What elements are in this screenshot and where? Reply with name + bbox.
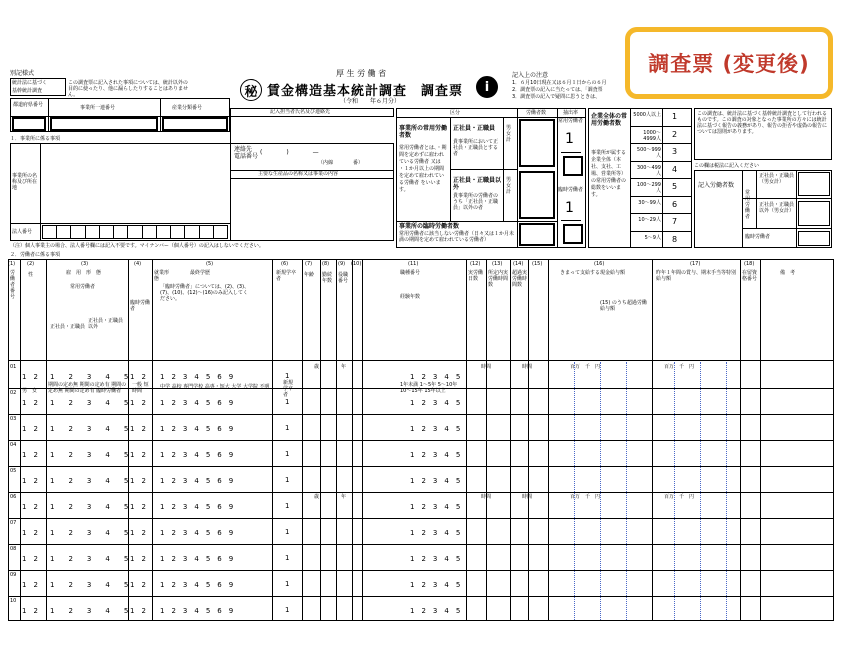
- rate-regular-value: 1: [565, 131, 574, 147]
- education-options[interactable]: 1 2 3 4 5 6 9: [160, 373, 234, 381]
- newgrad-option[interactable]: 1: [285, 606, 290, 614]
- shugyo-options[interactable]: 1 2: [130, 451, 146, 459]
- enterprise-size-code[interactable]: 6: [672, 199, 678, 209]
- experience-options[interactable]: 1 2 3 4 5: [410, 451, 461, 459]
- row1-row1-exp: 1年未満 1〜5年 5〜10年 10〜15年 15年以上: [400, 382, 458, 394]
- column-header-temp: 臨時労働者: [130, 300, 151, 312]
- row-number: 10: [10, 598, 17, 604]
- column-number: (2): [27, 261, 35, 267]
- note-left-1: 統計法に基づく: [12, 80, 48, 86]
- enterprise-size-code[interactable]: 2: [672, 129, 678, 139]
- column-header-newgrad: 新規学卒者: [276, 270, 297, 282]
- experience-options[interactable]: 1 2 3 4 5: [410, 529, 461, 537]
- enterprise-size-label: 30〜99人: [638, 199, 661, 206]
- shugyo-options[interactable]: 1 2: [130, 373, 146, 381]
- row-number: 09: [10, 572, 17, 578]
- enterprise-size-label: 10〜29人: [638, 217, 661, 223]
- employment-options[interactable]: 1 2 3 4 5: [50, 399, 129, 407]
- employment-options[interactable]: 1 2 3 4 5: [50, 555, 129, 563]
- shugyo-options[interactable]: 1 2: [130, 581, 146, 589]
- regular-workers-desc: 常用労働者とは、・期間を定めずに雇われている労働者 又は ・１か月以上の期間を定めて雇われている労働者 をいいます。: [399, 145, 447, 193]
- shugyo-options[interactable]: 1 2: [130, 607, 146, 615]
- newgrad-option[interactable]: 1: [285, 554, 290, 562]
- enterprise-title: 企業全体の常用労働者数: [591, 113, 628, 127]
- industry-code-input[interactable]: [162, 117, 228, 131]
- row-number: 03: [10, 416, 17, 422]
- seiki-count-input[interactable]: [519, 119, 555, 167]
- revised-version-badge: [625, 27, 833, 99]
- column-header-shugyo: 就業形態: [154, 270, 170, 282]
- recorded-temp-label: 臨時労働者: [745, 234, 771, 240]
- note-3: 3．調査票の記入で疑問に思うときは、: [512, 94, 601, 100]
- experience-options[interactable]: 1 2 3 4 5: [410, 503, 461, 511]
- form-title: 賃金構造基本統計調査 調査票: [267, 84, 464, 99]
- education-options[interactable]: 1 2 3 4 5 6 9: [160, 503, 234, 511]
- non-seiki-sub: 貴事業所の労働者のうち「正社員・正職員」以外の者: [453, 193, 499, 211]
- employment-options[interactable]: 1 2 3 4 5: [50, 607, 129, 615]
- row1-row1-shugyo: 一般 短時間: [132, 382, 149, 394]
- hours-unit-2: 時間: [522, 364, 533, 370]
- experience-options[interactable]: 1 2 3 4 5: [410, 555, 461, 563]
- experience-options[interactable]: 1 2 3 4 5: [410, 607, 461, 615]
- non-seiki-count-input[interactable]: [519, 171, 555, 219]
- seiki-label: 正社員・正職員: [453, 125, 496, 132]
- tenure-unit: 年: [341, 364, 347, 370]
- recorded-temp-input[interactable]: [798, 231, 830, 246]
- hours-unit-1: 時間: [481, 364, 492, 370]
- enterprise-size-label: 5〜9人: [644, 234, 661, 241]
- temp-count-input[interactable]: [519, 223, 555, 246]
- education-options[interactable]: 1 2 3 4 5 6 9: [160, 607, 234, 615]
- employment-options[interactable]: 1 2 3 4 5: [50, 529, 129, 537]
- enterprise-size-label: 300〜499人: [636, 164, 661, 177]
- enterprise-desc: 事業所が属する企業全体（本社、支社、工場、営業所等）の常用労働者の総数をいいます。: [591, 150, 627, 198]
- row-number: 04: [10, 442, 17, 448]
- row-number: 06: [10, 494, 17, 500]
- survey-date: （令和 年６月分）: [340, 98, 401, 105]
- row-number: 05: [10, 468, 17, 474]
- sex-options[interactable]: 1 2: [22, 529, 38, 537]
- employment-options[interactable]: 1 2 3 4 5: [50, 581, 129, 589]
- education-options[interactable]: 1 2 3 4 5 6 9: [160, 477, 234, 485]
- rate-temp-value: 1: [565, 200, 574, 216]
- experience-options[interactable]: 1 2 3 4 5: [410, 581, 461, 589]
- column-header-position: 役職番号: [338, 272, 349, 284]
- secret-mark-text: 秘: [244, 84, 258, 100]
- establishment-serial-input[interactable]: [50, 117, 158, 131]
- sex-options[interactable]: 1 2: [22, 503, 38, 511]
- temp-workers-title: 事業所の臨時労働者数: [399, 223, 460, 230]
- hours-unit-1: 時間: [481, 494, 492, 500]
- education-options[interactable]: 1 2 3 4 5 6 9: [160, 399, 234, 407]
- recorded-non-seiki-label: 正社員・正職員以外（男女計）: [759, 202, 795, 214]
- rate-label-regular: 常用労働者: [558, 118, 584, 124]
- row-number: 08: [10, 546, 17, 552]
- column-number: (15): [532, 261, 543, 267]
- column-number: (17): [690, 261, 701, 267]
- category-header: 区分: [450, 110, 461, 116]
- column-number: (16): [594, 261, 605, 267]
- column-number: (18): [744, 261, 755, 267]
- newgrad-option[interactable]: 1: [285, 476, 290, 484]
- regular-workers-title: 事業所の常用労働者数: [399, 125, 448, 139]
- column-header-remarks: 備 考: [780, 270, 796, 276]
- contact-label: 連絡先: [234, 146, 253, 153]
- education-options[interactable]: 1 2 3 4 5 6 9: [160, 555, 234, 563]
- column-number: (5): [206, 261, 214, 267]
- column-number: (4): [134, 261, 142, 267]
- column-header-seiki: 正社員・正職員: [50, 324, 86, 330]
- recorded-seiki-label: 正社員・正職員（男女計）: [759, 173, 795, 185]
- temp-workers-desc: 常用労働者に該当しない労働者（日々又は１か月未満の期間を定めて雇われている労働者）: [399, 231, 515, 243]
- seiki-sex-label: 男女計: [506, 125, 512, 143]
- column-header-hours-sched: 所定内実労働時間数: [488, 270, 509, 288]
- newgrad-option[interactable]: 1: [285, 580, 290, 588]
- column-number: (10): [351, 261, 362, 267]
- employment-options[interactable]: 1 2 3 4 5: [50, 477, 129, 485]
- establishment-footnote: （注）個人事業主の場合、法人番号欄には記入不要です。マイナンバー（個人番号）の記入はしないでください。: [10, 243, 264, 249]
- salary-unit: 百万 千 円: [570, 364, 601, 370]
- column-header-days: 実労働日数: [468, 270, 484, 282]
- newgrad-option[interactable]: 1: [285, 450, 290, 458]
- sex-options[interactable]: 1 2: [22, 451, 38, 459]
- column-header-non-seiki: 正社員・正職員以外: [88, 318, 124, 330]
- newgrad-option[interactable]: 1: [285, 372, 290, 380]
- column-header-regular: 常用労働者: [70, 284, 96, 290]
- product-label: 主要な生産品の名称又は事業の内容: [258, 171, 339, 177]
- enterprise-size-label: 500〜999人: [636, 147, 661, 159]
- confidential-text: この調査票に記入された事項については、統計以外の目的に使ったり、他に漏らしたりすることはありません。: [68, 80, 189, 98]
- appendix-label: 別記様式: [10, 70, 35, 77]
- education-options[interactable]: 1 2 3 4 5 6 9: [160, 425, 234, 433]
- newgrad-option[interactable]: 1: [285, 398, 290, 406]
- phone-label: 電話番号: [234, 153, 259, 160]
- legal-notice-text: この調査は、統計法に基づく基幹統計調査として行われるものです。この調査の対象となった事業所の方々には統計法に基づく報告の義務があり、報告の拒否や虚偽の報告については罰則があります。: [697, 111, 828, 135]
- column-number: (1): [8, 261, 16, 267]
- sample-rate-header: 抽出率: [563, 110, 579, 116]
- column-header-employment: 雇 用 形 態: [66, 270, 102, 276]
- column-number: (6): [281, 261, 289, 267]
- hours-unit-2: 時間: [522, 494, 533, 500]
- column-header-hours-over: 超過実労働時間数: [512, 270, 528, 288]
- newgrad-option[interactable]: 1: [285, 528, 290, 536]
- experience-options[interactable]: 1 2 3 4 5: [410, 425, 461, 433]
- note-2: 2．調査票の記入に当たっては、「調査票: [512, 87, 603, 93]
- non-seiki-label: 正社員・正職員以外: [453, 177, 502, 191]
- sex-options[interactable]: 1 2: [22, 425, 38, 433]
- enterprise-size-code[interactable]: 8: [672, 234, 678, 244]
- sex-options[interactable]: 1 2: [22, 607, 38, 615]
- seiki-sub: 貴事業所において正社員・正職員とする者: [453, 139, 499, 157]
- experience-options[interactable]: 1 2 3 4 5: [410, 399, 461, 407]
- recorder-label: 記入担当者氏名及び連絡先: [270, 109, 331, 115]
- column-header-experience: 経験年数: [400, 294, 421, 300]
- column-number: (12): [470, 261, 481, 267]
- recorded-workers-label: 記入労働者数: [698, 182, 735, 189]
- row1-row1-emp: 期間の定め無 期間の定め有 期間の定め無 期間の定め有 臨時労働者: [48, 382, 127, 394]
- establishment-name-label: 事業所の名称及び所在地: [12, 173, 38, 191]
- tenure-unit: 年: [341, 494, 347, 500]
- enterprise-size-code[interactable]: 5: [672, 182, 678, 191]
- age-unit: 歳: [314, 364, 320, 370]
- rate-label-temp: 臨時労働者: [558, 187, 584, 193]
- column-header-job: 職種番号: [400, 270, 421, 276]
- recorded-regular-label: 常用労働者: [745, 190, 751, 220]
- salary-unit: 百万 千 円: [570, 494, 601, 500]
- enterprise-size-label: 1000〜4999人: [643, 129, 661, 142]
- corporate-number-input[interactable]: [42, 225, 228, 239]
- column-number: (13): [492, 261, 503, 267]
- shugyo-options[interactable]: 1 2: [130, 399, 146, 407]
- bonus-unit: 百万 千 円: [664, 364, 695, 370]
- column-number: (8): [322, 261, 330, 267]
- shugyo-options[interactable]: 1 2: [130, 529, 146, 537]
- bonus-unit: 百万 千 円: [664, 494, 695, 500]
- shugyo-options[interactable]: 1 2: [130, 503, 146, 511]
- column-header-serial: 労働者番号: [10, 270, 16, 300]
- establishment-serial-label: 事業所一連番号: [80, 105, 116, 111]
- fill-note: この欄は税法に記入ください: [694, 163, 760, 169]
- note-1: 1．６月10日現在又は６月１日からの６月: [512, 80, 607, 86]
- column-header-sex: 性: [28, 272, 34, 278]
- education-options[interactable]: 1 2 3 4 5 6 9: [160, 529, 234, 537]
- enterprise-size-label: 100〜299人: [636, 182, 661, 194]
- sex-options[interactable]: 1 2: [22, 399, 38, 407]
- workers-header: 労働者数: [526, 110, 547, 116]
- column-number: (7): [305, 261, 313, 267]
- newgrad-option[interactable]: 1: [285, 502, 290, 510]
- rate-temp-input[interactable]: [563, 224, 583, 244]
- experience-options[interactable]: 1 2 3 4 5: [410, 373, 461, 381]
- prefecture-number-input[interactable]: [12, 117, 46, 131]
- sex-options[interactable]: 1 2: [22, 581, 38, 589]
- education-options[interactable]: 1 2 3 4 5 6 9: [160, 581, 234, 589]
- workers-section-title: ２．労働者に係る事項: [10, 252, 61, 258]
- newgrad-option[interactable]: 1: [285, 424, 290, 432]
- employment-options[interactable]: 1 2 3 4 5: [50, 425, 129, 433]
- row1-row1-edu: 中学 高校 専門学校 高専・短大 大学 大学院 不明: [160, 384, 270, 390]
- shugyo-options[interactable]: 1 2: [130, 555, 146, 563]
- enterprise-size-code[interactable]: 7: [672, 217, 678, 226]
- row-number: 07: [10, 520, 17, 526]
- industry-code-label: 産業分類番号: [172, 105, 203, 111]
- employment-options[interactable]: 1 2 3 4 5: [50, 373, 129, 381]
- enterprise-size-code[interactable]: 4: [672, 164, 678, 174]
- shugyo-options[interactable]: 1 2: [130, 425, 146, 433]
- column-number: (11): [408, 261, 419, 267]
- establishment-name-input[interactable]: [42, 145, 228, 221]
- column-header-bonus: 昨年１年間の賞与、期末手当等特別給与額: [656, 270, 737, 282]
- enterprise-size-code[interactable]: 1: [672, 112, 678, 121]
- row-number: 02: [10, 390, 17, 396]
- non-seiki-sex-label: 男女計: [506, 177, 512, 195]
- recorded-non-seiki-input[interactable]: [798, 201, 830, 226]
- employment-options[interactable]: 1 2 3 4 5: [50, 451, 129, 459]
- column-header-edu-note: 「臨時労働者」については、(2)、(3)、(7)、(10)、(12)〜(16)のみ記入してください。: [160, 284, 250, 302]
- note-left-2: 基幹統計調査: [12, 88, 43, 94]
- sex-options[interactable]: 1 2: [22, 373, 38, 381]
- column-number: (3): [81, 261, 89, 267]
- corporate-number-label: 法人番号: [12, 229, 33, 235]
- employment-options[interactable]: 1 2 3 4 5: [50, 503, 129, 511]
- shugyo-options[interactable]: 1 2: [130, 477, 146, 485]
- column-header-salary-sub: (15) のうち超過労働給与額: [600, 300, 647, 312]
- establishment-section-title: １．事業所に係る事項: [10, 136, 61, 142]
- column-number: (14): [513, 261, 524, 267]
- badge-label: 調査票 (変更後): [648, 52, 810, 76]
- column-header-residence: 在留資格番号: [742, 270, 758, 282]
- column-header-tenure: 勤続年数: [322, 272, 333, 284]
- prefecture-number-label: 都道府県番号: [13, 102, 44, 108]
- education-options[interactable]: 1 2 3 4 5 6 9: [160, 451, 234, 459]
- column-header-salary: きまって支給する現金給与額: [560, 270, 626, 276]
- sex-options[interactable]: 1 2: [22, 555, 38, 563]
- row1-row1-newgrad: 新規学卒者: [283, 380, 294, 398]
- column-header-education: 最終学歴: [190, 270, 211, 276]
- notes-title: 記入上の注意: [512, 72, 549, 79]
- rate-regular-input[interactable]: [563, 156, 583, 176]
- phone-parens: ( ) —: [260, 149, 319, 156]
- secret-mark: [240, 79, 262, 101]
- enterprise-size-code[interactable]: 3: [672, 147, 678, 156]
- extension-label: （内線 番）: [318, 160, 364, 166]
- experience-options[interactable]: 1 2 3 4 5: [410, 477, 461, 485]
- recorded-seiki-input[interactable]: [798, 172, 830, 196]
- column-header-birth: 年齢: [304, 272, 315, 278]
- sex-options[interactable]: 1 2: [22, 477, 38, 485]
- enterprise-size-label: 5000人以上: [633, 112, 661, 118]
- ministry-name: 厚 生 労 働 省: [336, 69, 387, 78]
- info-icon: i: [476, 76, 498, 98]
- column-number: (9): [338, 261, 346, 267]
- row1-row1-sex: 男 女: [22, 388, 38, 394]
- row-number: 01: [10, 364, 17, 370]
- age-unit: 歳: [314, 494, 320, 500]
